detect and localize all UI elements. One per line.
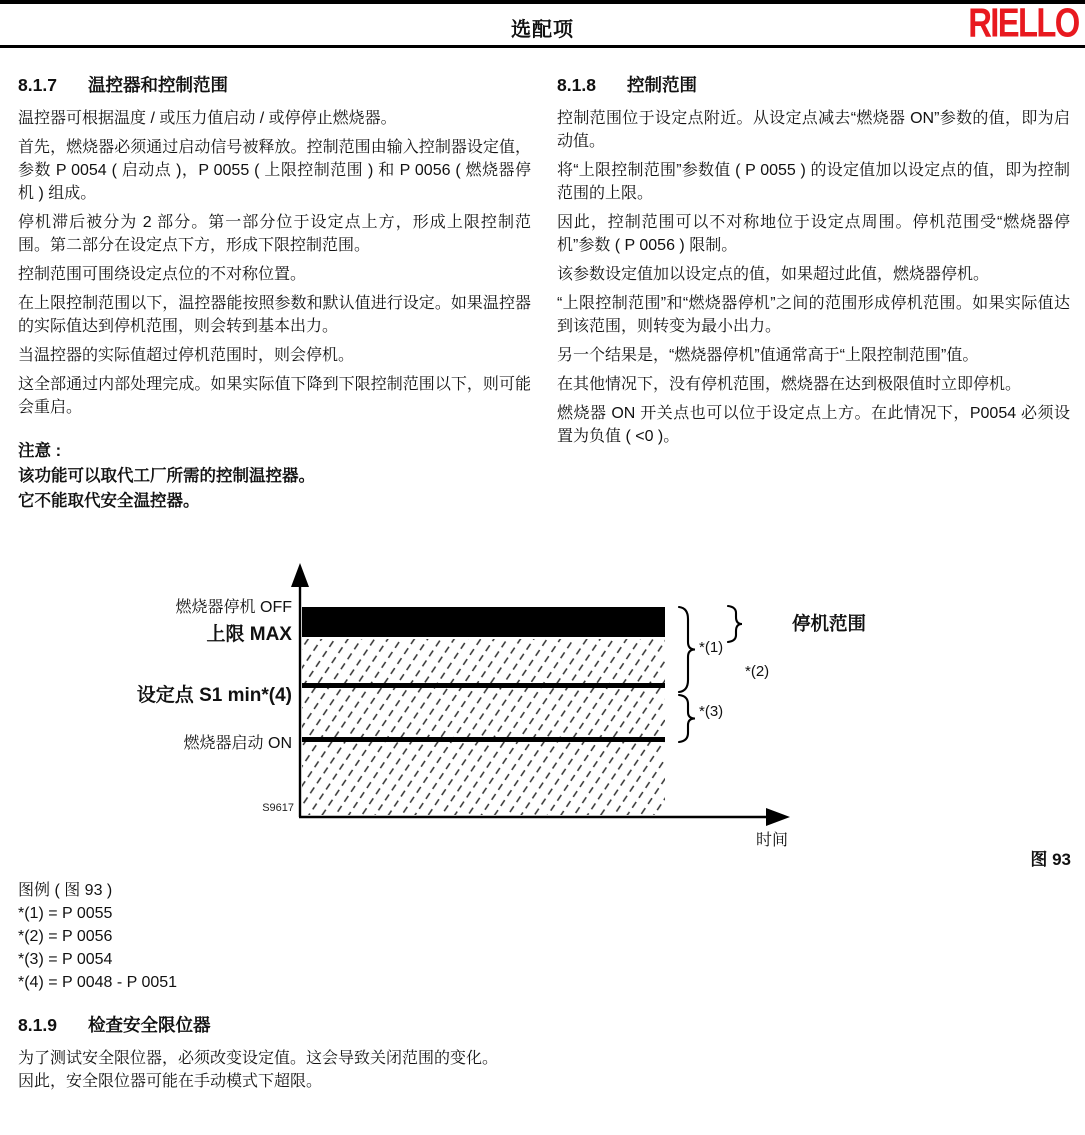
setpoint-line bbox=[302, 683, 665, 688]
paragraph: 因此，安全限位器可能在手动模式下超限。 bbox=[18, 1073, 323, 1090]
axis-label-setpoint: 设定点 S1 min*(4) bbox=[136, 685, 292, 706]
section-number: 8.1.7 bbox=[18, 75, 57, 95]
riello-logo: RIELLO bbox=[968, 0, 1079, 45]
note-block bbox=[18, 439, 531, 514]
paragraph: 燃烧器 ON 开关点也可以位于设定点上方。在此情况下，P0054 必须设置为负值 ( <0 )。 bbox=[557, 405, 1070, 445]
control-range-diagram bbox=[0, 555, 1085, 880]
stop-band-bar bbox=[302, 607, 665, 637]
axis-label-burner-on: 燃烧器启动 ON bbox=[183, 735, 292, 752]
x-axis-label: 时间 bbox=[756, 832, 789, 849]
section-heading bbox=[18, 72, 531, 97]
section-8-1-9 bbox=[18, 1006, 534, 1093]
axis-label-burner-off: 燃烧器停机 OFF bbox=[175, 599, 292, 616]
stop-range-label: 停机范围 bbox=[792, 613, 867, 634]
paragraph: 因此，控制范围可以不对称地位于设定点周围。停机范围受“燃烧器停机”参数 ( P 0056 ) 限制。 bbox=[557, 214, 1070, 254]
paragraph: “上限控制范围”和“燃烧器停机”之间的范围形成停机范围。如果实际值达到该范围，则转变为最小出力。 bbox=[557, 295, 1070, 335]
figure-legend bbox=[18, 879, 438, 994]
legend-item: *(2) = P 0056 bbox=[18, 928, 113, 945]
section-heading bbox=[557, 72, 1070, 97]
section-title: 检查安全限位器 bbox=[88, 1015, 211, 1035]
brace-stop-range bbox=[728, 606, 742, 642]
y-axis-arrow bbox=[291, 563, 309, 587]
paragraph: 在上限控制范围以下，温控器能按照参数和默认值进行设定。如果温控器的实际值达到停机范围，则会转到基本出力。 bbox=[18, 295, 531, 335]
paragraph: 首先，燃烧器必须通过启动信号被释放。控制范围由输入控制器设定值，参数 P 0054 ( 启动点 )，P 0055 ( 上限控制范围 ) 和 P 0056 ( 燃烧器停机 ) 组成。 bbox=[18, 139, 531, 202]
paragraph: 在其他情况下，没有停机范围，燃烧器在达到极限值时立即停机。 bbox=[557, 376, 1022, 393]
burner-on-line bbox=[302, 737, 665, 742]
section-8-1-8 bbox=[557, 66, 1070, 454]
annotation-3: *(3) bbox=[699, 703, 724, 720]
hatched-control-area bbox=[302, 639, 665, 815]
note-line: 该功能可以取代工厂所需的控制温控器。 bbox=[18, 467, 315, 485]
section-title: 控制范围 bbox=[627, 75, 697, 95]
figure-caption: 图 93 bbox=[1030, 850, 1071, 869]
note-label: 注意 : bbox=[18, 442, 62, 460]
section-number: 8.1.9 bbox=[18, 1015, 57, 1035]
note-line: 它不能取代安全温控器。 bbox=[18, 492, 200, 510]
top-rule bbox=[0, 0, 1085, 4]
section-number: 8.1.8 bbox=[557, 75, 596, 95]
brace-p0054 bbox=[679, 695, 695, 742]
section-heading bbox=[18, 1012, 534, 1037]
annotation-1: *(1) bbox=[699, 639, 724, 656]
section-8-1-7 bbox=[18, 66, 531, 514]
legend-title: 图例 ( 图 93 ) bbox=[18, 882, 113, 899]
diagram-graphics bbox=[0, 555, 1085, 880]
figure-code: S9617 bbox=[262, 802, 294, 814]
legend-item: *(1) = P 0055 bbox=[18, 905, 113, 922]
page-title: 选配项 bbox=[511, 19, 574, 41]
paragraph: 为了测试安全限位器，必须改变设定值。这会导致关闭范围的变化。 bbox=[18, 1050, 499, 1067]
paragraph: 将“上限控制范围”参数值 ( P 0055 ) 的设定值加以设定点的值，即为控制范围的上限。 bbox=[557, 162, 1070, 202]
paragraph: 这全部通过内部处理完成。如果实际值下降到下限控制范围以下，则可能会重启。 bbox=[18, 376, 531, 416]
section-title: 温控器和控制范围 bbox=[88, 75, 228, 95]
paragraph: 温控器可根据温度 / 或压力值启动 / 或停停止燃烧器。 bbox=[18, 110, 397, 127]
x-axis-arrow bbox=[766, 808, 790, 826]
legend-item: *(4) = P 0048 - P 0051 bbox=[18, 974, 178, 991]
paragraph: 另一个结果是，“燃烧器停机”值通常高于“上限控制范围”值。 bbox=[557, 347, 979, 364]
paragraph: 当温控器的实际值超过停机范围时，则会停机。 bbox=[18, 347, 355, 364]
annotation-2: *(2) bbox=[745, 663, 770, 680]
paragraph: 控制范围位于设定点附近。从设定点减去“燃烧器 ON”参数的值，即为启动值。 bbox=[557, 110, 1070, 150]
header-rule bbox=[0, 45, 1085, 48]
paragraph: 该参数设定值加以设定点的值，如果超过此值，燃烧器停机。 bbox=[557, 266, 990, 283]
axis-label-upper-max: 上限 MAX bbox=[206, 624, 292, 645]
legend-item: *(3) = P 0054 bbox=[18, 951, 113, 968]
paragraph: 控制范围可围绕设定点位的不对称位置。 bbox=[18, 266, 307, 283]
paragraph: 停机滞后被分为 2 部分。第一部分位于设定点上方，形成上限控制范围。第二部分在设定点下方，形成下限控制范围。 bbox=[18, 214, 531, 254]
brace-p0055 bbox=[679, 607, 695, 692]
